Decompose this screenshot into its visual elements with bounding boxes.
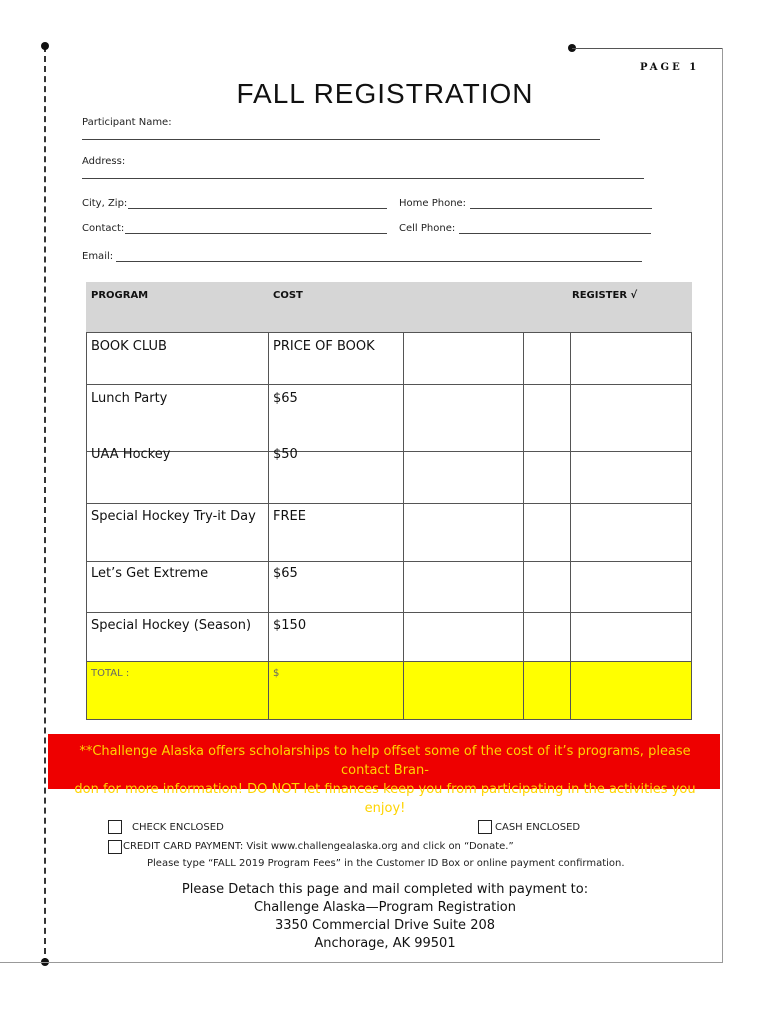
home-phone-line[interactable] [470,208,652,209]
table-row [86,719,692,720]
contact-label: Contact: [82,223,125,234]
city-zip-label: City, Zip: [82,198,128,209]
header-cost: COST [273,290,303,301]
city-zip-line[interactable] [128,208,387,209]
table-row [86,451,692,452]
address-label: Address: [82,156,126,167]
contact-line[interactable] [125,233,387,234]
table-row [86,612,692,613]
table-col-divider [523,332,524,720]
cash-enclosed-label: CASH ENCLOSED [495,822,581,833]
table-row [86,384,692,385]
credit-card-checkbox[interactable] [108,840,122,854]
credit-card-label: CREDIT CARD PAYMENT: Visit www.challengealaska.org and click on “Donate.” [123,841,514,852]
cash-enclosed-checkbox[interactable] [478,820,492,834]
frame-right-line [722,48,723,962]
table-col-divider [691,332,692,720]
email-label: Email: [82,251,114,262]
cost-uaa-hockey: $50 [273,447,298,462]
program-book-club: BOOK CLUB [91,339,167,354]
participant-name-line[interactable] [82,139,600,140]
total-value: $ [273,668,280,679]
participant-name-label: Participant Name: [82,117,172,128]
program-lunch-party: Lunch Party [91,391,168,406]
mail-street: 3350 Commercial Drive Suite 208 [274,918,496,933]
scholarship-line-1: **Challenge Alaska offers scholarships to help offset some of the cost of it’s programs, please contact Bran- [79,744,691,778]
cell-phone-label: Cell Phone: [399,223,456,234]
table-row [86,661,692,662]
page-number: PAGE 1 [640,62,700,73]
table-col-divider [570,332,571,720]
scholarship-line-2: don for more information! DO NOT let finances keep you from participating in the activities you enjoy! [74,782,696,816]
program-lets-get-extreme: Let’s Get Extreme [91,566,209,581]
cost-lunch-party: $65 [273,391,298,406]
email-line[interactable] [116,261,642,262]
mail-city: Anchorage, AK 99501 [314,936,456,951]
cost-special-hockey-season: $150 [273,618,307,633]
cell-phone-line[interactable] [459,233,651,234]
credit-card-note: Please type “FALL 2019 Program Fees” in the Customer ID Box or online payment confirmation. [147,858,625,869]
frame-bottom-line [0,962,723,963]
table-row [86,503,692,504]
program-special-hockey-season: Special Hockey (Season) [91,618,252,633]
table-top-border [86,332,692,333]
cost-special-hockey-try-it: FREE [273,509,306,524]
table-row [86,561,692,562]
program-special-hockey-try-it: Special Hockey Try-it Day [91,509,256,524]
total-label: TOTAL : [91,668,130,679]
frame-top-line [572,48,722,49]
check-enclosed-checkbox[interactable] [108,820,122,834]
program-table [86,332,692,720]
check-enclosed-label: CHECK ENCLOSED [132,822,224,833]
table-col-divider [403,332,404,720]
header-program: PROGRAM [91,290,149,301]
frame-dot-top-left [41,42,49,50]
mail-org: Challenge Alaska—Program Registration [253,900,516,915]
page-title: FALL REGISTRATION [236,78,534,109]
table-col-divider [86,332,87,720]
cost-book-club: PRICE OF BOOK [273,339,375,354]
address-line[interactable] [82,178,644,179]
mail-instructions: Please Detach this page and mail completed with payment to: [181,882,589,897]
cost-lets-get-extreme: $65 [273,566,298,581]
home-phone-label: Home Phone: [399,198,467,209]
detach-dashed-line [44,46,46,964]
header-register: REGISTER √ [572,290,638,301]
program-uaa-hockey: UAA Hockey [91,447,171,462]
scholarship-text [55,742,715,818]
table-col-divider [268,332,269,720]
